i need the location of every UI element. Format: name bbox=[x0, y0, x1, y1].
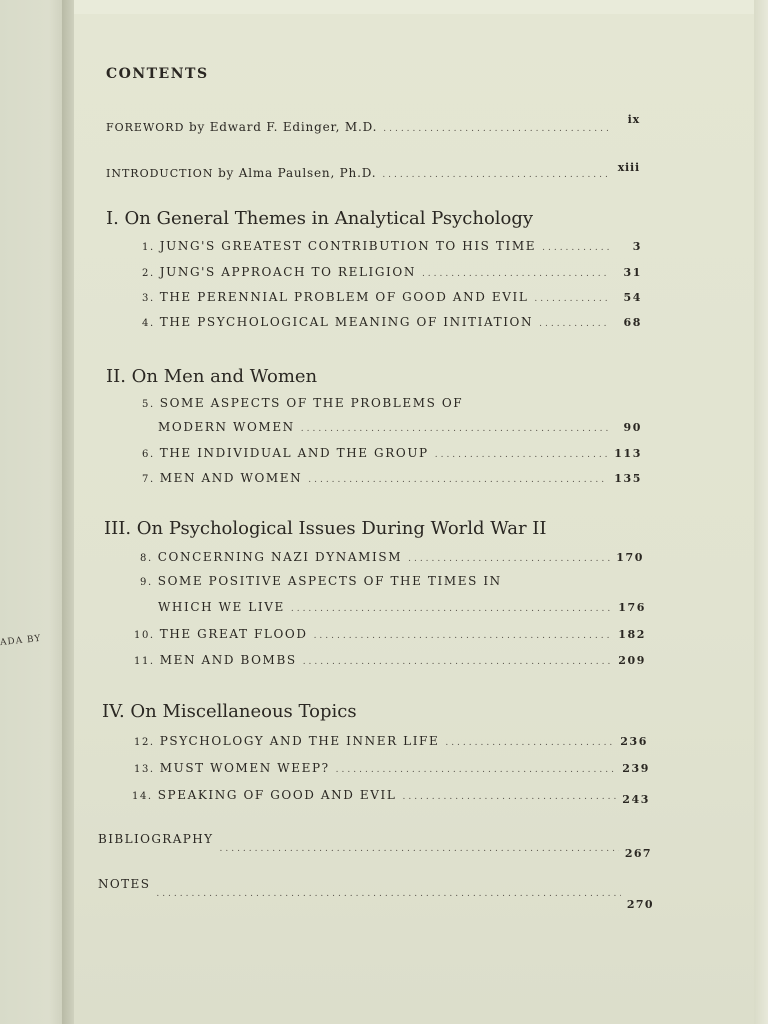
chapter-title: THE PERENNIAL PROBLEM OF GOOD AND EVIL bbox=[159, 290, 529, 304]
page-number: 270 bbox=[626, 898, 654, 911]
toc-entry-chapter-first-line bbox=[140, 574, 502, 588]
page-number: 236 bbox=[620, 735, 648, 748]
toc-entry-chapter bbox=[134, 627, 646, 641]
chapter-number: 9. bbox=[140, 577, 153, 588]
toc-entry-chapter bbox=[142, 471, 642, 485]
dot-leader bbox=[291, 604, 612, 614]
page-number: 135 bbox=[614, 472, 642, 485]
dot-leader bbox=[445, 738, 614, 748]
toc-entry-chapter-first-line bbox=[142, 396, 463, 410]
notes-label: NOTES bbox=[98, 877, 151, 891]
toc-entry-chapter bbox=[158, 420, 642, 434]
toc-entry-chapter bbox=[158, 600, 646, 614]
contents-heading: CONTENTS bbox=[106, 66, 209, 82]
dot-leader bbox=[301, 424, 610, 434]
chapter-number: 14. bbox=[132, 791, 153, 802]
dot-leader bbox=[336, 765, 617, 775]
page-top-edge bbox=[74, 0, 768, 14]
dot-leader bbox=[303, 657, 613, 667]
chapter-title: THE PSYCHOLOGICAL MEANING OF INITIATION bbox=[159, 315, 534, 329]
dot-leader bbox=[382, 170, 608, 180]
chapter-number: 10. bbox=[134, 630, 155, 641]
chapter-title: THE INDIVIDUAL AND THE GROUP bbox=[159, 446, 429, 460]
chapter-title-continued: WHICH WE LIVE bbox=[158, 600, 285, 614]
chapter-number: 5. bbox=[142, 399, 155, 410]
toc-entry-chapter bbox=[142, 265, 642, 279]
page-number: 54 bbox=[623, 291, 642, 304]
page-number: 3 bbox=[632, 240, 642, 253]
dot-leader bbox=[314, 631, 613, 641]
page-number: 90 bbox=[623, 421, 642, 434]
chapter-title: JUNG'S GREATEST CONTRIBUTION TO HIS TIME bbox=[159, 239, 537, 253]
chapter-number: 2. bbox=[142, 268, 155, 279]
left-page bbox=[0, 0, 70, 1024]
toc-entry-chapter bbox=[142, 446, 642, 460]
toc-entry-chapter bbox=[142, 315, 642, 329]
chapter-title: SOME POSITIVE ASPECTS OF THE TIMES IN bbox=[157, 574, 502, 588]
page-right-edge bbox=[754, 0, 768, 1024]
toc-entry-chapter bbox=[140, 550, 644, 564]
dot-leader bbox=[539, 319, 610, 329]
page-number: 113 bbox=[614, 447, 642, 460]
dot-leader bbox=[383, 124, 608, 134]
toc-entry-chapter bbox=[142, 239, 642, 253]
dot-leader bbox=[542, 243, 610, 253]
toc-entry-chapter bbox=[134, 761, 650, 775]
page-number: 176 bbox=[618, 601, 646, 614]
toc-entry-introduction bbox=[106, 161, 640, 180]
toc-entry-chapter bbox=[132, 788, 650, 806]
toc-entry-chapter bbox=[142, 290, 642, 304]
part-title: III. On Psychological Issues During World War II bbox=[104, 518, 547, 539]
page-number: 243 bbox=[622, 793, 650, 806]
chapter-title: PSYCHOLOGY AND THE INNER LIFE bbox=[159, 734, 440, 748]
chapter-number: 1. bbox=[142, 242, 155, 253]
chapter-title: JUNG'S APPROACH TO RELIGION bbox=[159, 265, 416, 279]
page-number: 239 bbox=[622, 762, 650, 775]
part-title: II. On Men and Women bbox=[106, 366, 318, 387]
dot-leader bbox=[435, 450, 609, 460]
foreword-author: by Edward F. Edinger, M.D. bbox=[189, 120, 378, 134]
toc-entry-chapter bbox=[134, 653, 646, 667]
introduction-author: by Alma Paulsen, Ph.D. bbox=[218, 166, 377, 180]
dot-leader bbox=[219, 844, 618, 854]
chapter-title: SOME ASPECTS OF THE PROBLEMS OF bbox=[159, 396, 464, 410]
chapter-number: 6. bbox=[142, 449, 155, 460]
chapter-title: SPEAKING OF GOOD AND EVIL bbox=[157, 788, 397, 802]
foreword-label: FOREWORD bbox=[106, 121, 185, 134]
chapter-number: 11. bbox=[134, 656, 155, 667]
introduction-label: INTRODUCTION bbox=[106, 167, 214, 180]
page-number: 267 bbox=[624, 847, 652, 860]
chapter-title: CONCERNING NAZI DYNAMISM bbox=[157, 550, 403, 564]
dot-leader bbox=[402, 792, 616, 802]
chapter-number: 8. bbox=[140, 553, 153, 564]
chapter-title: THE GREAT FLOOD bbox=[159, 627, 308, 641]
dot-leader bbox=[534, 294, 610, 304]
dot-leader bbox=[422, 269, 610, 279]
dot-leader bbox=[308, 475, 608, 485]
chapter-number: 12. bbox=[134, 737, 155, 748]
chapter-title: MEN AND WOMEN bbox=[159, 471, 303, 485]
toc-entry-chapter bbox=[134, 734, 648, 748]
dot-leader bbox=[408, 554, 610, 564]
left-page-text-fragment: ADA BY bbox=[0, 633, 42, 649]
toc-entry-bibliography bbox=[98, 832, 652, 860]
chapter-number: 13. bbox=[134, 764, 155, 775]
dot-leader bbox=[156, 889, 621, 899]
page-number: 68 bbox=[623, 316, 642, 329]
page-number: 170 bbox=[616, 551, 644, 564]
toc-entry-notes bbox=[98, 877, 654, 911]
page-number: 209 bbox=[618, 654, 646, 667]
page-number: xiii bbox=[617, 161, 640, 174]
chapter-number: 4. bbox=[142, 318, 155, 329]
chapter-number: 7. bbox=[142, 474, 155, 485]
page-number: 31 bbox=[623, 266, 642, 279]
chapter-title: MEN AND BOMBS bbox=[159, 653, 297, 667]
part-title: IV. On Miscellaneous Topics bbox=[102, 701, 357, 722]
chapter-title: MUST WOMEN WEEP? bbox=[159, 761, 330, 775]
chapter-title-continued: MODERN WOMEN bbox=[158, 420, 295, 434]
right-page bbox=[74, 0, 768, 1024]
page-number: 182 bbox=[618, 628, 646, 641]
chapter-number: 3. bbox=[142, 293, 155, 304]
bibliography-label: BIBLIOGRAPHY bbox=[98, 832, 214, 846]
page-number: ix bbox=[627, 113, 640, 126]
toc-entry-foreword bbox=[106, 113, 640, 134]
part-title: I. On General Themes in Analytical Psychology bbox=[106, 208, 534, 229]
